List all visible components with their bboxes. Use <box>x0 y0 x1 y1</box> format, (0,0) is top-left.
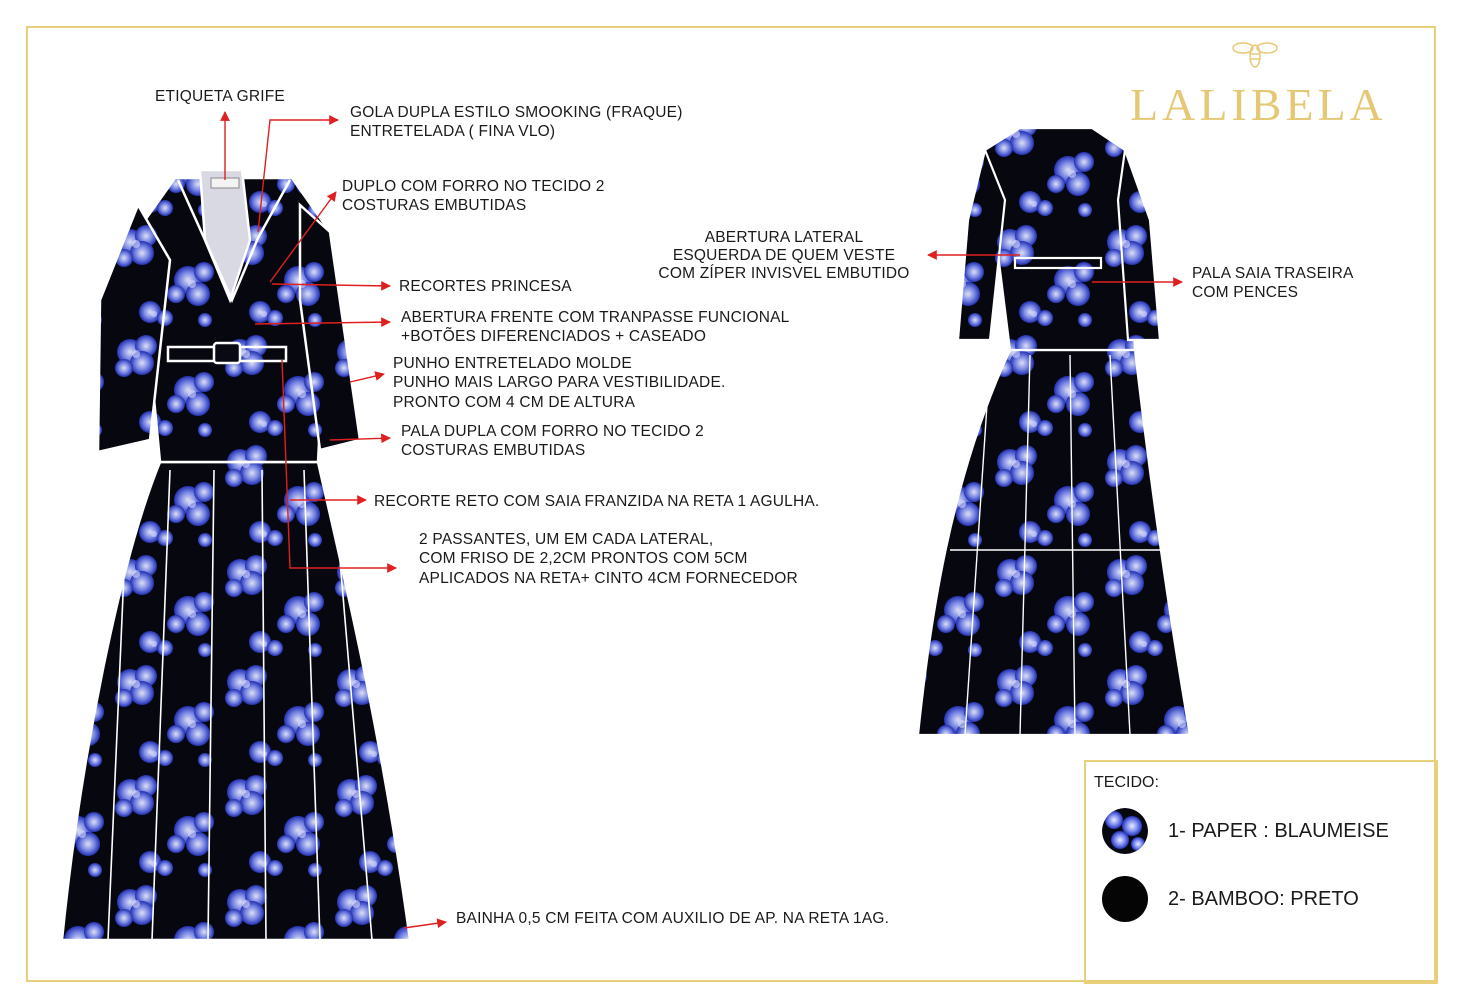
brand-logo: LALIBELA <box>1130 79 1387 130</box>
fabric-legend <box>1084 760 1438 984</box>
back-skirt <box>918 350 1190 735</box>
callout-passantes-line3: APLICADOS NA RETA+ CINTO 4CM FORNECEDOR <box>419 570 798 587</box>
black-swatch <box>1102 876 1148 922</box>
callout-recortes: RECORTES PRINCESA <box>399 278 572 295</box>
callout-abertura-line1: ABERTURA FRENTE COM TRANPASSE FUNCIONAL <box>401 309 790 326</box>
callout-abertura-lateral-line2: ESQUERDA DE QUEM VESTE <box>672 247 896 264</box>
callout-abertura-lateral-line3: COM ZÍPER INVISVEL EMBUTIDO <box>658 265 910 282</box>
callout-duplo-line1: DUPLO COM FORRO NO TECIDO 2 <box>342 178 605 195</box>
bee-icon <box>1233 43 1277 67</box>
callout-duplo-line2: COSTURAS EMBUTIDAS <box>342 197 527 214</box>
blue-floral-swatch <box>1102 808 1148 854</box>
belt-buckle <box>214 343 240 363</box>
callout-gola-line1: GOLA DUPLA ESTILO SMOOKING (FRAQUE) <box>350 104 683 121</box>
callout-punho-line2: PUNHO MAIS LARGO PARA VESTIBILIDADE. <box>393 374 726 391</box>
callout-bainha: BAINHA 0,5 CM FEITA COM AUXILIO DE AP. NA RETA 1AG. <box>456 910 890 927</box>
callout-punho-line1: PUNHO ENTRETELADO MOLDE <box>393 355 632 372</box>
callout-gola-line2: ENTRETELADA ( FINA VLO) <box>350 123 556 140</box>
legend-title: TECIDO: <box>1094 774 1159 791</box>
callout-passantes-line1: 2 PASSANTES, UM EM CADA LATERAL, <box>419 531 714 548</box>
legend-item-bamboo: 2- BAMBOO: PRETO <box>1168 888 1359 910</box>
back-bodice <box>985 128 1135 350</box>
callout-passantes-line2: COM FRISO DE 2,2CM PRONTOS COM 5CM <box>419 550 748 567</box>
back-belt <box>1015 258 1101 268</box>
callout-abertura-line2: +BOTÕES DIFERENCIADOS + CASEADO <box>401 328 707 345</box>
callout-recorte-reto: RECORTE RETO COM SAIA FRANZIDA NA RETA 1 AGULHA. <box>374 493 820 510</box>
callout-abertura-lateral-line1: ABERTURA LATERAL <box>704 229 864 246</box>
legend-item-paper: 1- PAPER : BLAUMEISE <box>1168 820 1389 842</box>
callout-pala-line1: PALA DUPLA COM FORRO NO TECIDO 2 <box>401 423 704 440</box>
front-skirt <box>62 462 410 940</box>
callout-etiqueta: ETIQUETA GRIFE <box>155 88 285 105</box>
callout-pala-saia-line1: PALA SAIA TRASEIRA <box>1192 265 1354 282</box>
callout-punho-line3: PRONTO COM 4 CM DE ALTURA <box>393 394 636 411</box>
callout-pala-line2: COSTURAS EMBUTIDAS <box>401 442 586 459</box>
back-dress-illustration <box>918 128 1190 735</box>
callout-pala-saia-line2: COM PENCES <box>1192 284 1299 301</box>
